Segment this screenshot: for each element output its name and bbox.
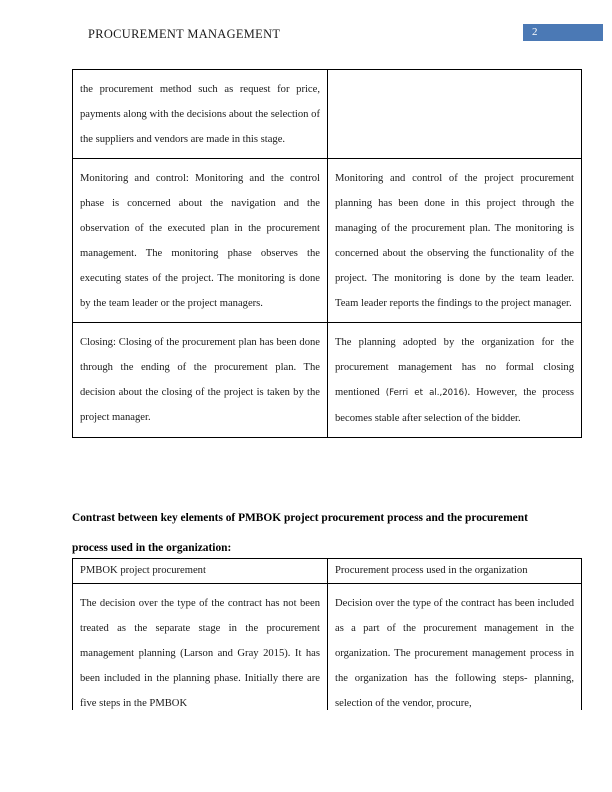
- cell-monitoring-organization: Monitoring and control of the project procurement planning has been done in this project through the managing of the procurement plan. The monitoring is concerned about the observing the functionality of the project. The monitoring is done by the team leader. Team leader reports the findings to the project manager.: [328, 159, 582, 323]
- page-bottom-margin: [0, 710, 612, 792]
- cell-contract-organization: Decision over the type of the contract has been included as a part of the procurement management in the organization. The procurement management process in the organization has the following steps- planning, selection of the vendor, procure,: [328, 584, 582, 729]
- cell-phase-description: the procurement method such as request for price, payments along with the decisions about the selection of the suppliers and vendors are made in this stage.: [73, 70, 328, 159]
- closing-text-part-2: . However, the process becomes stable after selection of the bidder.: [335, 387, 574, 424]
- cell-contract-pmbok: The decision over the type of the contract has not been treated as the separate stage in the procurement management planning (Larson and Gray 2015). It has been included in the planning phase. Initially there are five steps in the PMBOK: [73, 584, 328, 729]
- table-row: [73, 70, 582, 159]
- document-header: [0, 26, 612, 48]
- citation-ferri: (Ferri et al.,2016): [385, 388, 468, 398]
- page-title: PROCUREMENT MANAGEMENT: [88, 27, 281, 41]
- cell-phase-organization: [328, 70, 582, 159]
- cell-closing-description: Closing: Closing of the procurement plan has been done through the ending of the procurement plan. The decision about the closing of the project is taken by the project manager.: [73, 323, 328, 438]
- table-row: [73, 159, 582, 323]
- column-header-organization: Procurement process used in the organization: [328, 559, 582, 584]
- table-row: [73, 323, 582, 438]
- table-procurement-phases: [72, 69, 582, 438]
- table-pmbok-contrast: [72, 558, 582, 728]
- cell-monitoring-description: Monitoring and control: Monitoring and the control phase is concerned about the navigation and the observation of the executed plan in the procurement management. The monitoring phase observes the executing states of the project. The monitoring is done by the team leader or the project managers.: [73, 159, 328, 323]
- cell-closing-organization: [328, 323, 582, 438]
- column-header-pmbok: PMBOK project procurement: [73, 559, 328, 584]
- table-row: [73, 584, 582, 729]
- page-number-badge: 2: [523, 24, 603, 41]
- closing-text-part-1: The planning adopted by the organization for the procurement management has no formal closing mentioned: [335, 337, 574, 398]
- section-heading-contrast: Contrast between key elements of PMBOK project procurement process and the procurement process used in the organization:: [72, 512, 528, 554]
- table-header-row: [73, 559, 582, 584]
